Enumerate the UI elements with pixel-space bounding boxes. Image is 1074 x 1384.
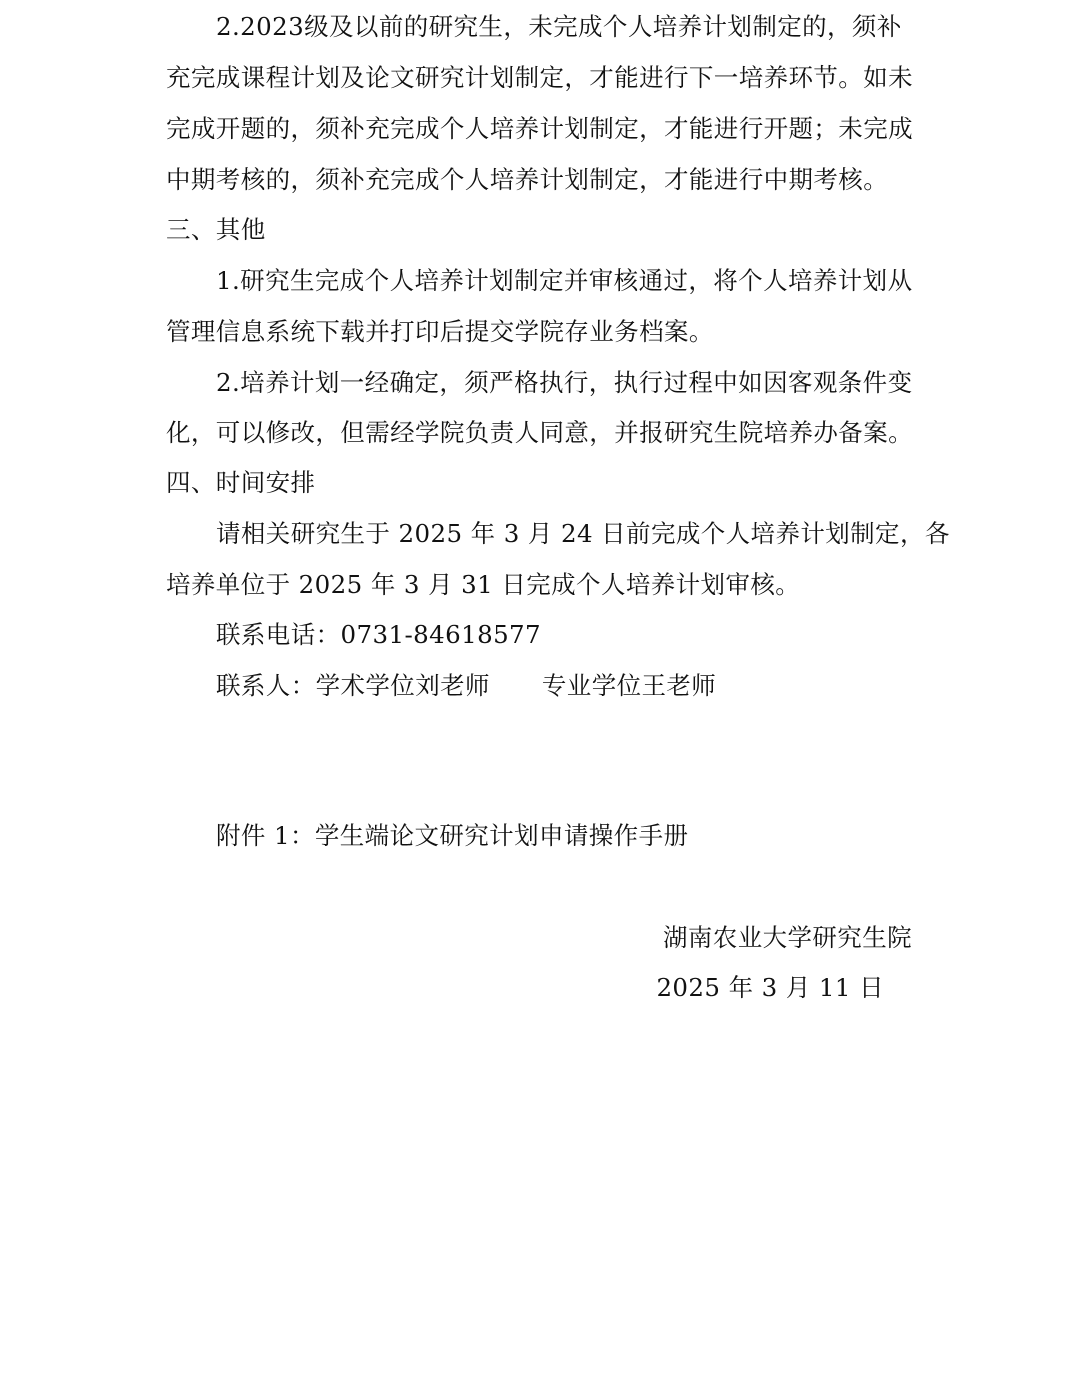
paragraph-line: 完成开题的，须补充完成个人培养计划制定，才能进行开题；未完成 [166, 114, 913, 143]
attachment-line: 附件 1：学生端论文研究计划申请操作手册 [216, 821, 689, 850]
contact-phone: 联系电话：0731-84618577 [216, 620, 542, 649]
paragraph-line: 2.培养计划一经确定，须严格执行，执行过程中如因客观条件变 [216, 368, 913, 397]
contact-professional: 专业学位王老师 [541, 671, 717, 700]
signature-date: 2025 年 3 月 11 日 [656, 973, 884, 1002]
paragraph-line: 2.2023级及以前的研究生，未完成个人培养计划制定的，须补 [216, 12, 902, 41]
contact-persons [216, 671, 912, 701]
paragraph-line: 培养单位于 2025 年 3 月 31 日完成个人培养计划审核。 [166, 570, 801, 599]
paragraph-line: 化，可以修改，但需经学院负责人同意，并报研究生院培养办备案。 [166, 418, 913, 447]
contact-academic: 联系人：学术学位刘老师 [216, 671, 490, 700]
section-heading-schedule: 四、时间安排 [166, 468, 316, 497]
paragraph-line: 请相关研究生于 2025 年 3 月 24 日前完成个人培养计划制定，各 [216, 519, 950, 548]
paragraph-line: 管理信息系统下载并打印后提交学院存业务档案。 [166, 317, 714, 346]
paragraph-line: 1.研究生完成个人培养计划制定并审核通过，将个人培养计划从 [216, 266, 913, 295]
paragraph-line: 中期考核的，须补充完成个人培养计划制定，才能进行中期考核。 [166, 165, 889, 194]
paragraph-line: 充完成课程计划及论文研究计划制定，才能进行下一培养环节。如未 [166, 63, 913, 92]
section-heading-other: 三、其他 [166, 215, 266, 244]
signature-organization: 湖南农业大学研究生院 [663, 923, 912, 952]
